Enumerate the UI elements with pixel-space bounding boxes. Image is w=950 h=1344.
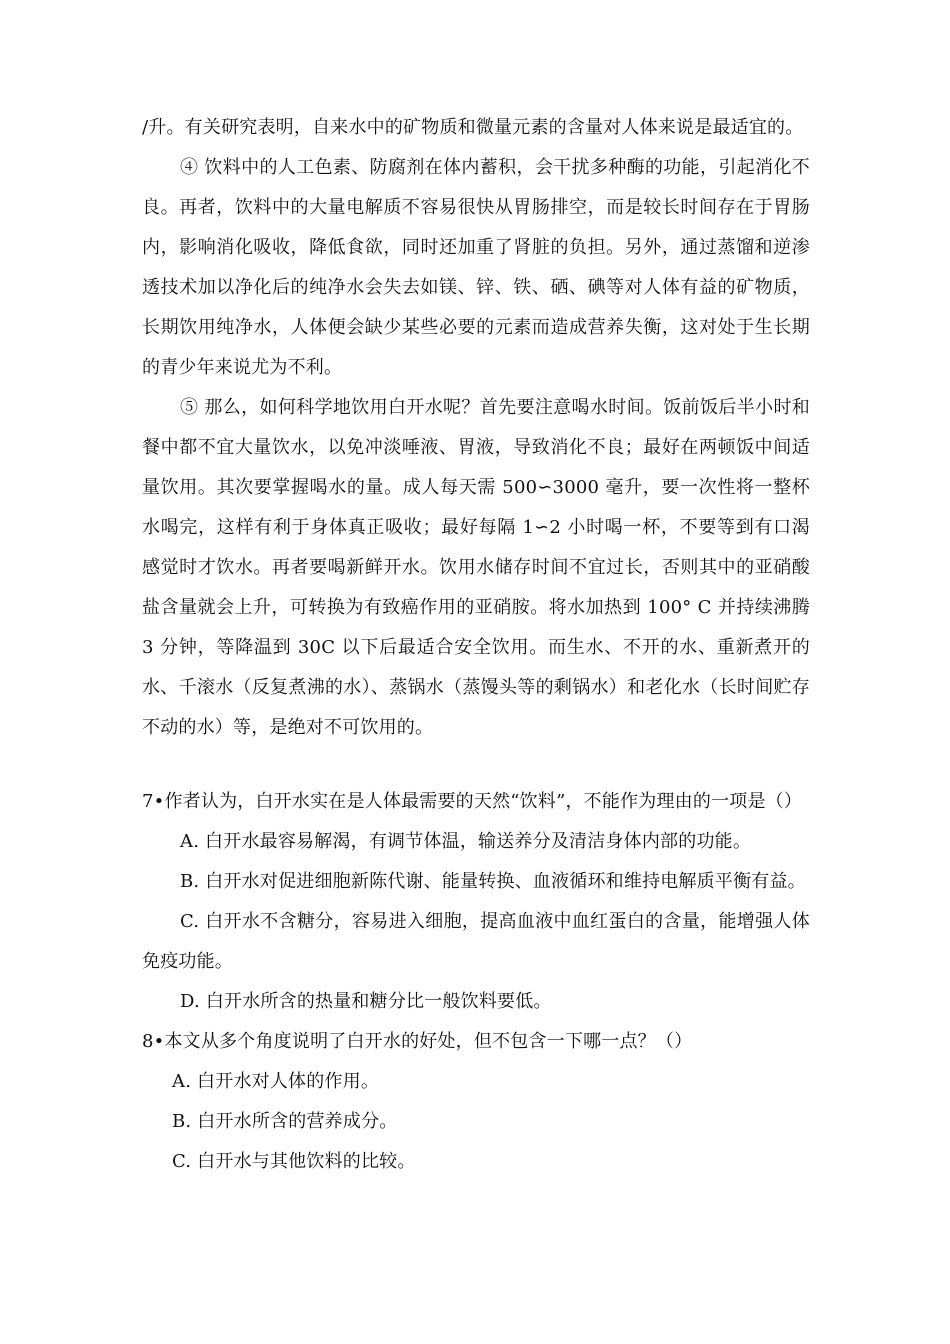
question-8-options — [142, 1062, 810, 1182]
paragraph-continuation: /升。有关研究表明，自来水中的矿物质和微量元素的含量对人体来说是最适宜的。 — [142, 117, 804, 138]
section-gap — [142, 748, 810, 782]
question-7-option-d: D. 白开水所含的热量和糖分比一般饮料要低。 — [180, 991, 552, 1012]
question-7-option-a: A. 白开水最容易解渴，有调节体温，输送养分及清洁身体内部的功能。 — [180, 831, 752, 852]
question-7-option-b: B. 白开水对促进细胞新陈代谢、能量转换、血液循环和维持电解质平衡有益。 — [180, 871, 806, 892]
question-8-option-b: B. 白开水所含的营养成分。 — [172, 1111, 398, 1132]
question-8 — [142, 1022, 810, 1182]
question-8-option-a: A. 白开水对人体的作用。 — [172, 1071, 380, 1092]
question-7 — [142, 782, 810, 1022]
question-7-options — [142, 822, 810, 1022]
question-7-option-c: C. 白开水不含糖分，容易进入细胞，提高血液中血红蛋白的含量，能增强人体免疫功能。 — [142, 911, 810, 972]
question-8-stem: 8•本文从多个角度说明了白开水的好处，但不包含一下哪一点？（） — [142, 1031, 693, 1052]
paragraph-5: ⑤ 那么，如何科学地饮用白开水呢？首先要注意喝水时间。饭前饭后半小时和餐中都不宜大量饮水，以免冲淡唾液、胃液，导致消化不良；最好在两顿饭中间适量饮用。其次要掌握喝水的量。成人每天需 500∽3000 毫升，要一次性将一整杯水喝完，这样有利于身体真正吸收；最好每隔 1∽2 小时喝一杯，不要等到有口渴感觉时才饮水。再者要喝新鲜开水。饮用水储存时间不宜过长，否则其中的亚硝酸盐含量就会上升，可转换为有致癌作用的亚硝胺。将水加热到 100° C 并持续沸腾 3 分钟，等降温到 30C 以下后最适合安全饮用。而生水、不开的水、重新煮开的水、千滚水（反复煮沸的水）、蒸锅水（蒸馒头等的剩锅水）和老化水（长时间贮存不动的水）等，是绝对不可饮用的。 — [142, 397, 810, 738]
paragraph-4: ④ 饮料中的人工色素、防腐剂在体内蓄积，会干扰多种酶的功能，引起消化不良。再者，饮料中的大量电解质不容易很快从胃肠排空，而是较长时间存在于胃肠内，影响消化吸收，降低食欲，同时还加重了肾脏的负担。另外，通过蒸馏和逆渗透技术加以净化后的纯净水会失去如镁、锌、铁、硒、碘等对人体有益的矿物质，长期饮用纯净水，人体便会缺少某些必要的元素而造成营养失衡，这对处于生长期的青少年来说尤为不利。 — [142, 157, 810, 378]
question-8-option-c: C. 白开水与其他饮料的比较。 — [172, 1151, 416, 1172]
question-7-stem: 7•作者认为，白开水实在是人体最需要的天然“饮料”，不能作为理由的一项是（） — [142, 791, 803, 812]
document-page — [142, 108, 810, 1182]
